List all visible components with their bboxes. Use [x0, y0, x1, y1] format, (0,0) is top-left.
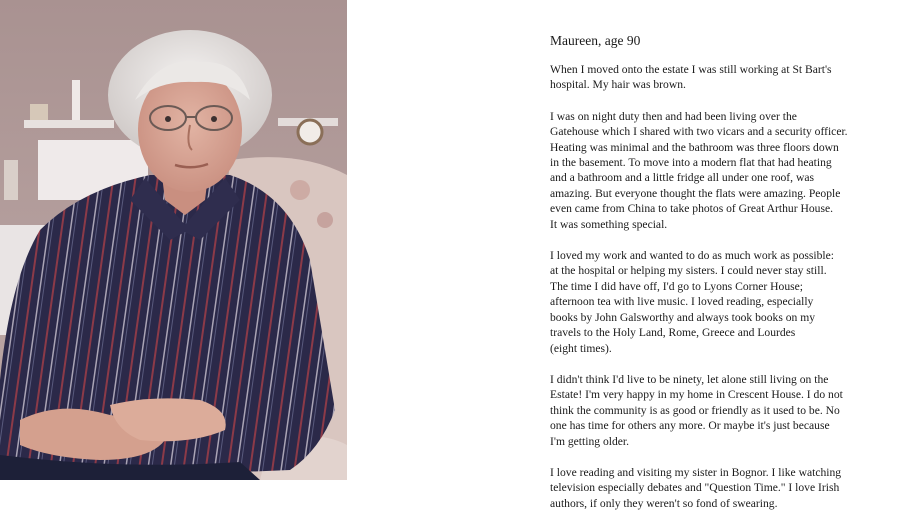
page-title: Maureen, age 90	[550, 33, 641, 48]
clock	[298, 120, 322, 144]
paragraph-5: I love reading and visiting my sister in Bognor. I like watching television especially debates and "Question Time." I love Irish authors, if only they weren't so fond of swearing.	[550, 465, 842, 510]
picture-frame	[4, 160, 18, 200]
paragraph-2: I was on night duty then and had been living over the Gatehouse which I shared with two vicars and a security officer. Heating was minimal and the bathroom was three floors down in the basement. To move into a modern flat that had heating and a bathroom and a little fridge all under one roof, was amazing. But everyone thought the flats were amazing. People even came from China to take photos of Great Arthur House. It was something special.	[550, 109, 848, 231]
portrait-illustration	[0, 0, 347, 480]
paragraph-1: When I moved onto the estate I was still working at St Bart's hospital. My hair was brown.	[550, 63, 832, 92]
candle	[72, 80, 80, 120]
shelf	[24, 120, 114, 128]
ornament	[30, 104, 48, 120]
portrait-photo	[0, 0, 347, 480]
text-column	[550, 32, 890, 527]
paragraph-4: I didn't think I'd live to be ninety, let alone still living on the Estate! I'm very happy in my home in Crescent House. I do not think the community is as good or friendly as it used to be. No one has time for others any more. Or maybe it's just because I'm getting older.	[550, 372, 843, 448]
paragraph-3: I loved my work and wanted to do as much work as possible: at the hospital or helping my sisters. I could never stay still. The time I did have off, I'd go to Lyons Corner House; afternoon tea with live music. I loved reading, especially books by John Galsworthy and always took books on my travels to the Holy Land, Rome, Greece and Lourdes (eight times).	[550, 249, 834, 355]
